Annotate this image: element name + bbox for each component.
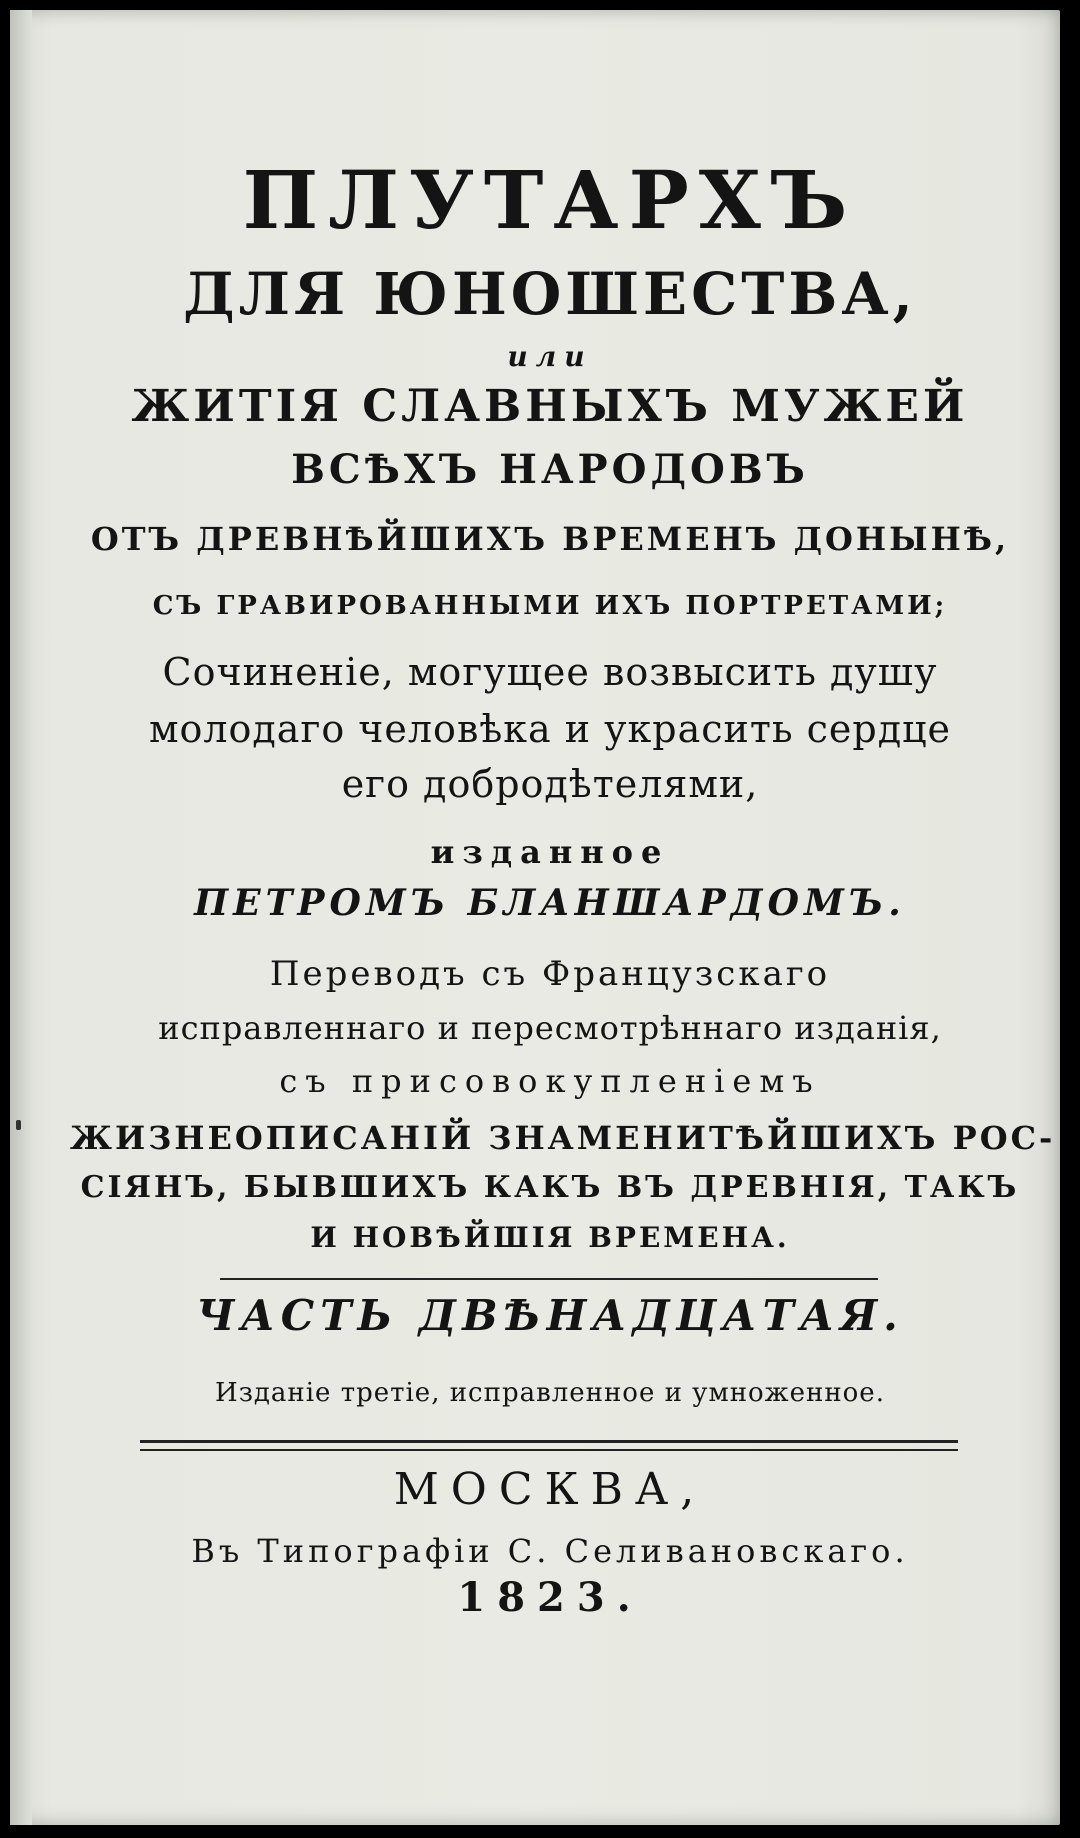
title-line-5: ОТЪ ДРЕВНѢЙШИХЪ ВРЕМЕНЪ ДОНЫНѢ, xyxy=(90,520,1010,558)
description-line-2: молодаго человѣка и украсить сердце xyxy=(148,707,952,751)
part-number: ЧАСТЬ ДВѢНАДЦАТАЯ. xyxy=(196,1291,904,1340)
page-gutter xyxy=(10,10,32,1825)
title-line-4: ВСѢХЪ НАРОДОВЪ xyxy=(291,446,809,493)
double-rule-bottom xyxy=(140,1449,958,1451)
or-connector: или xyxy=(507,340,593,373)
binding-mark xyxy=(16,1120,21,1130)
double-rule-top xyxy=(140,1440,958,1443)
imprint-city: МОСКВА, xyxy=(393,1464,707,1515)
book-subtitle: ДЛЯ ЮНОШЕСТВА, xyxy=(183,260,917,328)
divider-rule xyxy=(220,1278,878,1280)
description-line-3: его добродѣтелями, xyxy=(341,762,759,806)
book-title: ПЛУТАРХЪ xyxy=(242,153,858,247)
imprint-press: Въ Типографіи С. Селивановскаго. xyxy=(191,1532,909,1570)
imprint-year: 1823. xyxy=(457,1574,643,1621)
title-line-3: ЖИТІЯ СЛАВНЫХЪ МУЖЕЙ xyxy=(131,381,969,432)
book-page xyxy=(10,10,1060,1825)
translation-line-6: И НОВѢЙШІЯ ВРЕМЕНА. xyxy=(310,1221,790,1254)
translation-line-5: СІЯНЪ, БЫВШИХЪ КАКЪ ВЪ ДРЕВНІЯ, ТАКЪ xyxy=(80,1170,1020,1205)
translation-line-1: Переводъ съ Французскаго xyxy=(269,954,831,994)
description-line-1: Сочиненіе, могущее возвысить душу xyxy=(162,650,938,694)
translation-line-3: съ присовокупленіемъ xyxy=(279,1062,821,1100)
translation-line-4: ЖИЗНЕОПИСАНІЙ ЗНАМЕНИТѢЙШИХЪ РОС- xyxy=(70,1119,1056,1157)
translation-line-2: исправленнаго и пересмотрѣннаго изданія, xyxy=(158,1009,942,1047)
title-page-text xyxy=(70,10,1056,1825)
title-line-6: СЪ ГРАВИРОВАННЫМИ ИХЪ ПОРТРЕТАМИ; xyxy=(152,591,948,621)
edition-statement: Изданіе третіе, исправленное и умноженное. xyxy=(215,1378,885,1408)
author-name: ПЕТРОМЪ БЛАНШАРДОМЪ. xyxy=(194,882,906,924)
published-label: изданное xyxy=(430,833,670,871)
